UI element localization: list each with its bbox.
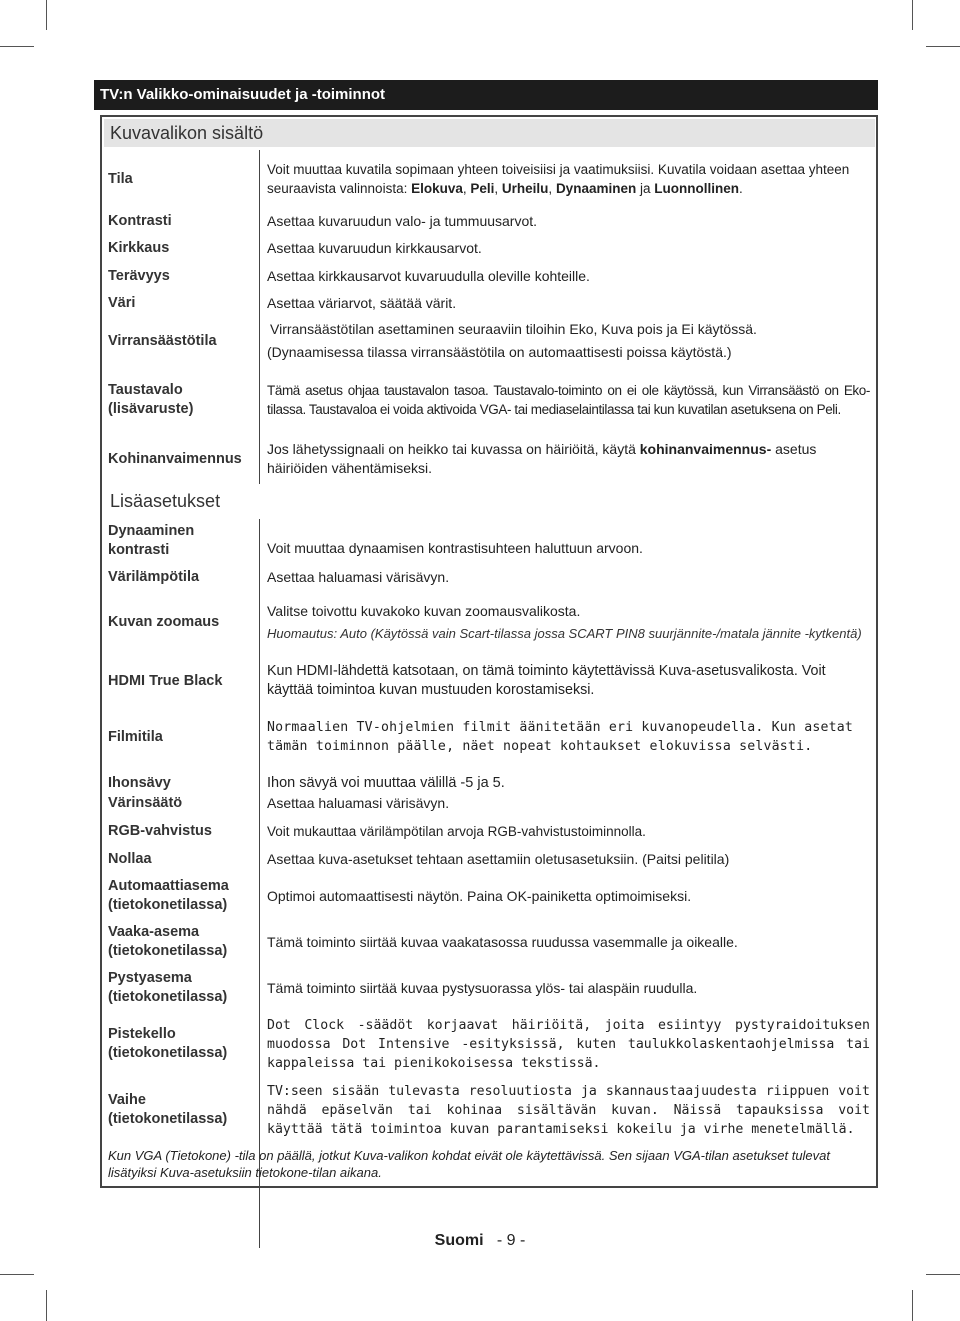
crop-mark — [46, 0, 47, 30]
row-description: Tämä toiminto siirtää kuvaa vaakatasossa ruudussa vasemmalle ja oikealle. — [267, 933, 738, 950]
row-label: Pystyasema (tietokonetilassa) — [108, 970, 228, 1005]
row-label: RGB-vahvistus — [108, 822, 212, 839]
table-row-rgb-vahvistus — [102, 817, 876, 845]
table-row-kontrasti — [102, 208, 876, 234]
row-description: Virransäästötilan asettaminen seuraaviin tiloihin Eko, Kuva pois ja Ei käytössä. (Dynaamisessa tilassa virransäästötila on automaattisesti poissa käytöstä.) — [267, 321, 757, 360]
crop-mark — [926, 1274, 960, 1275]
row-description: Jos lähetyssignaali on heikko tai kuvassa on häiriöitä, käytä kohinanvaimennus- asetus häiriöiden vähentämiseksi. — [267, 441, 817, 476]
row-description: Dot Clock -säädöt korjaavat häiriöitä, joita esiintyy pystyraidoituksen muodossa Dot Intensive -esityksissä, kuten taulukkolaskentaohjelmissa tai kappaleissa tai pienikokoisessa tekstissä. — [267, 1017, 870, 1071]
row-description: TV:seen sisään tulevasta resoluutiosta ja skannaustaajuudesta riippuen voit nähdä epäselvän tai kohinaa sisältävän kuvan. Näissä tapauksissa voit käyttää tätä toimintoa kuvan parantamiseksi kokeilu ja virhe menetelmällä. — [267, 1083, 870, 1137]
crop-mark — [0, 1274, 34, 1275]
row-label: Dynaaminen kontrasti — [108, 523, 195, 558]
row-label: Kuvan zoomaus — [108, 613, 220, 630]
row-label: Kohinanvaimennus — [108, 450, 242, 467]
row-description: Asettaa kirkkausarvot kuvaruudulla oleville kohteille. — [267, 267, 590, 284]
row-description: Voit muuttaa kuvatila sopimaan yhteen toiveisiisi ja vaatimuksiisi. Kuvatila voidaan asettaa yhteen seuraavista valinnoista: Elokuva, Peli, Urheilu, Dynaaminen ja Luonnollinen. — [267, 162, 850, 196]
row-description: Asettaa kuvaruudun kirkkausarvot. — [267, 239, 482, 256]
page-number: - 9 - — [496, 1232, 526, 1249]
row-description: Asettaa haluamasi värisävyn. — [267, 568, 450, 585]
row-label: Filmitila — [108, 728, 163, 745]
table-row-pystyasema — [102, 965, 876, 1011]
page-header: TV:n Valikko-ominaisuudet ja -toiminnot — [94, 80, 878, 110]
row-label: Virransäästötila — [108, 332, 217, 349]
row-description: Normaalien TV-ohjelmien filmit äänitetään eri kuvanopeudella. Kun asetat tämän toiminnon päälle, näet nopeat kohtaukset elokuvissa selvästi. — [267, 720, 854, 754]
table-row-kirkkaus — [102, 234, 876, 262]
row-label: Tila — [108, 170, 133, 187]
row-label: Värilämpötila — [108, 568, 200, 585]
section-heading-advanced: Lisäasetukset — [104, 484, 875, 518]
row-description: Ihon sävyä voi muuttaa välillä -5 ja 5. — [267, 774, 505, 791]
table-row-vaihe — [102, 1077, 876, 1143]
table-row-tila — [102, 150, 876, 208]
row-description: Voit muuttaa dynaamisen kontrastisuhteen haluttuun arvoon. — [267, 539, 643, 556]
picture-menu-table — [100, 115, 878, 1188]
crop-mark — [0, 46, 34, 47]
table-row-varinsaato — [102, 789, 876, 817]
row-label: Pistekello (tietokonetilassa) — [108, 1026, 228, 1061]
table-row-vaaka-asema — [102, 919, 876, 965]
row-description: Asettaa kuvaruudun valo- ja tummuusarvot. — [267, 212, 538, 229]
row-label: Väri — [108, 294, 136, 311]
crop-mark — [46, 1290, 47, 1321]
footer-language: Suomi — [434, 1232, 484, 1249]
row-description: Asettaa kuva-asetukset tehtaan asettamiin oletusasetuksiin. (Paitsi pelitila) — [267, 850, 730, 867]
row-description: Valitse toivottu kuvakoko kuvan zoomausvalikosta. Huomautus: Auto (Käytössä vain Scart-tilassa jossa SCART PIN8 suurjännite-/matala jännite -kytkentä) — [267, 602, 862, 641]
table-row-pistekello — [102, 1011, 876, 1077]
row-description: Tämä toiminto siirtää kuvaa pystysuorassa ylös- tai alaspäin ruudulla. — [267, 979, 698, 996]
table-row-nollaa — [102, 845, 876, 873]
row-description: Tämä asetus ohjaa taustavalon tasoa. Taustavalo-toiminto on ei ole käytössä, kun Virransäästö on Eko-tilassa. Taustavaloa ei voida aktivoida VGA- tai mediaselaintilassa tai kun kuvatilan asetuksena on Peli. — [267, 383, 870, 417]
table-row-dynaaminen-kontrasti — [102, 519, 876, 563]
crop-mark — [926, 46, 960, 47]
row-description: Voit mukauttaa värilämpötilan arvoja RGB-vahvistustoiminnolla. — [267, 823, 646, 839]
row-description: Asettaa haluamasi värisävyn. — [267, 794, 450, 811]
section-heading-picture-menu: Kuvavalikon sisältö — [104, 119, 875, 147]
table-row-filmitila — [102, 709, 876, 765]
row-label: Kirkkaus — [108, 239, 170, 256]
page-footer — [0, 1232, 960, 1250]
row-label: Kontrasti — [108, 212, 172, 229]
table-row-varilampotila — [102, 563, 876, 591]
table-row-virransaastotila — [102, 316, 876, 366]
table-row-kohinanvaimennus — [102, 434, 876, 484]
row-description: Optimoi automaattisesti näytön. Paina OK-painiketta optimoimiseksi. — [267, 887, 692, 904]
row-label: Ihonsävy — [108, 774, 171, 791]
row-label: HDMI True Black — [108, 672, 223, 689]
table-row-kuvan-zoomaus — [102, 591, 876, 653]
row-label: Taustavalo (lisävaruste) — [108, 382, 194, 417]
row-description: Asettaa väriarvot, säätää värit. — [267, 294, 457, 311]
crop-mark — [912, 0, 913, 30]
row-label: Nollaa — [108, 850, 152, 867]
row-label: Terävyys — [108, 267, 170, 284]
row-description: Kun HDMI-lähdettä katsotaan, on tämä toiminto käytettävissä Kuva-asetusvalikosta. Voit käyttää toimintoa kuvan mustuuden korostamiseksi. — [267, 663, 826, 698]
table-row-vari — [102, 290, 876, 316]
row-label: Vaaka-asema (tietokonetilassa) — [108, 924, 228, 959]
footnote: Kun VGA (Tietokone) -tila on päällä, jotkut Kuva-valikon kohdat eivät ole käytettävissä. Sen sijaan VGA-tilan asetukset tulevat lisätyiksi Kuva-asetuksiin tietokone-tilan aikana. — [108, 1148, 831, 1180]
table-row-taustavalo — [102, 366, 876, 434]
table-row-ihonsavy — [102, 765, 876, 791]
row-label: Värinsäätö — [108, 794, 183, 811]
table-row-teravyys — [102, 262, 876, 290]
row-label: Vaihe (tietokonetilassa) — [108, 1092, 228, 1127]
table-row-automaattiasema — [102, 873, 876, 919]
table-row-hdmi-true-black — [102, 653, 876, 709]
crop-mark — [912, 1290, 913, 1321]
row-label: Automaattiasema (tietokonetilassa) — [108, 878, 229, 913]
